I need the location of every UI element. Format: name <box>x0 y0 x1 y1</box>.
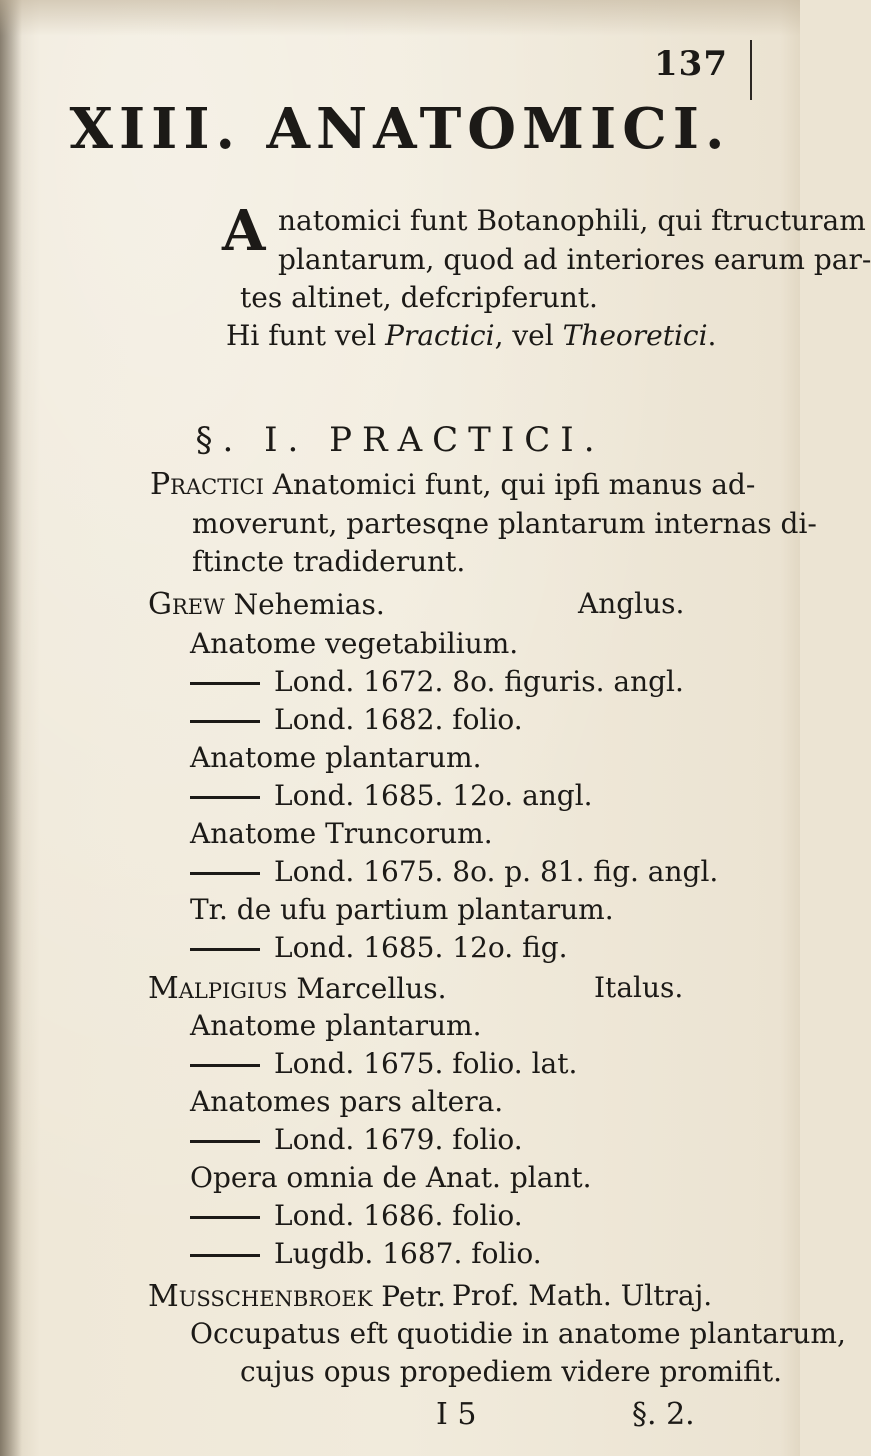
intro-line-3: tes altinet, defcripferunt. <box>240 281 598 314</box>
author-nation: Anglus. <box>578 587 685 620</box>
section-heading: §. I. PRACTICI. <box>195 420 605 460</box>
author-name: Malpigius <box>148 971 288 1006</box>
intro-line-4-post: . <box>707 319 717 352</box>
author-first-name: Petr. <box>372 1280 446 1313</box>
signature-mark: I 5 <box>436 1397 477 1432</box>
work-edition <box>190 779 593 812</box>
ditto-dash <box>190 872 260 875</box>
intro-line-4 <box>226 319 717 352</box>
work-title: Anatome plantarum. <box>190 741 482 774</box>
work-title: cujus opus propediem videre promifit. <box>240 1355 782 1388</box>
edition-text: Lond. 1682. folio. <box>274 703 523 736</box>
work-edition <box>190 1123 523 1156</box>
work-edition <box>190 855 719 888</box>
page-wear <box>0 0 800 36</box>
work-title: Anatomes pars altera. <box>190 1085 504 1118</box>
work-title: Opera omnia de Anat. plant. <box>190 1161 592 1194</box>
author-first-name: Marcellus. <box>287 972 447 1005</box>
edition-text: Lond. 1685. 12o. angl. <box>274 779 593 812</box>
section-para-line-1-text: Anatomici funt, qui ipfi manus ad- <box>263 468 756 501</box>
intro-practici: Practici <box>385 319 495 352</box>
section-para-line-2: moverunt, partesqne plantarum internas di- <box>192 507 817 540</box>
work-title: Tr. de ufu partium plantarum. <box>190 893 614 926</box>
entry-author-line <box>148 1279 446 1314</box>
work-title: Anatome Truncorum. <box>190 817 493 850</box>
ditto-dash <box>190 720 260 723</box>
work-edition <box>190 1047 578 1080</box>
chapter-title: XIII. ANATOMICI. <box>69 96 731 162</box>
entry-author-line <box>148 587 385 622</box>
work-edition <box>190 1237 542 1270</box>
author-nation: Italus. <box>594 971 684 1004</box>
ditto-dash <box>190 796 260 799</box>
intro-line-1: natomici funt Botanophili, qui ftructuram <box>278 204 866 237</box>
intro-line-2: plantarum, quod ad interiores earum par- <box>278 243 871 276</box>
author-name: Musschenbroek <box>148 1279 373 1314</box>
edition-text: Lond. 1672. 8o. figuris. angl. <box>274 665 684 698</box>
section-para-line-1 <box>150 467 756 502</box>
work-edition <box>190 703 523 736</box>
work-edition <box>190 931 568 964</box>
edition-text: Lond. 1675. 8o. p. 81. fig. angl. <box>274 855 719 888</box>
ditto-dash <box>190 1140 260 1143</box>
edition-text: Lond. 1679. folio. <box>274 1123 523 1156</box>
ditto-dash <box>190 1216 260 1219</box>
section-para-line-3: ftincte tradiderunt. <box>192 545 466 578</box>
gutter-shadow <box>0 0 22 1456</box>
page-number: 137 <box>654 44 728 84</box>
author-nation: Prof. Math. Ultraj. <box>452 1279 713 1312</box>
ditto-dash <box>190 1064 260 1067</box>
intro-line-4-pre: Hi funt vel <box>226 319 386 352</box>
work-title: Anatome plantarum. <box>190 1009 482 1042</box>
drop-capital: A <box>222 198 266 264</box>
section-lead-word: Practici <box>150 467 264 502</box>
entry-author-line <box>148 971 447 1006</box>
edition-text: Lond. 1686. folio. <box>274 1199 523 1232</box>
work-edition <box>190 665 684 698</box>
edition-text: Lond. 1685. 12o. fig. <box>274 931 568 964</box>
work-title: Occupatus eft quotidie in anatome plantarum, <box>190 1317 846 1350</box>
ditto-dash <box>190 948 260 951</box>
intro-line-4-mid: , vel <box>494 319 563 352</box>
catchword: §. 2. <box>632 1397 695 1432</box>
edition-text: Lugdb. 1687. folio. <box>274 1237 542 1270</box>
edition-text: Lond. 1675. folio. lat. <box>274 1047 578 1080</box>
author-name: Grew <box>148 587 225 622</box>
intro-theoretici: Theoretici <box>562 319 708 352</box>
ditto-dash <box>190 1254 260 1257</box>
page-edge-rule <box>750 40 752 100</box>
ditto-dash <box>190 682 260 685</box>
author-first-name: Nehemias. <box>224 588 385 621</box>
work-title: Anatome vegetabilium. <box>190 627 519 660</box>
work-edition <box>190 1199 523 1232</box>
